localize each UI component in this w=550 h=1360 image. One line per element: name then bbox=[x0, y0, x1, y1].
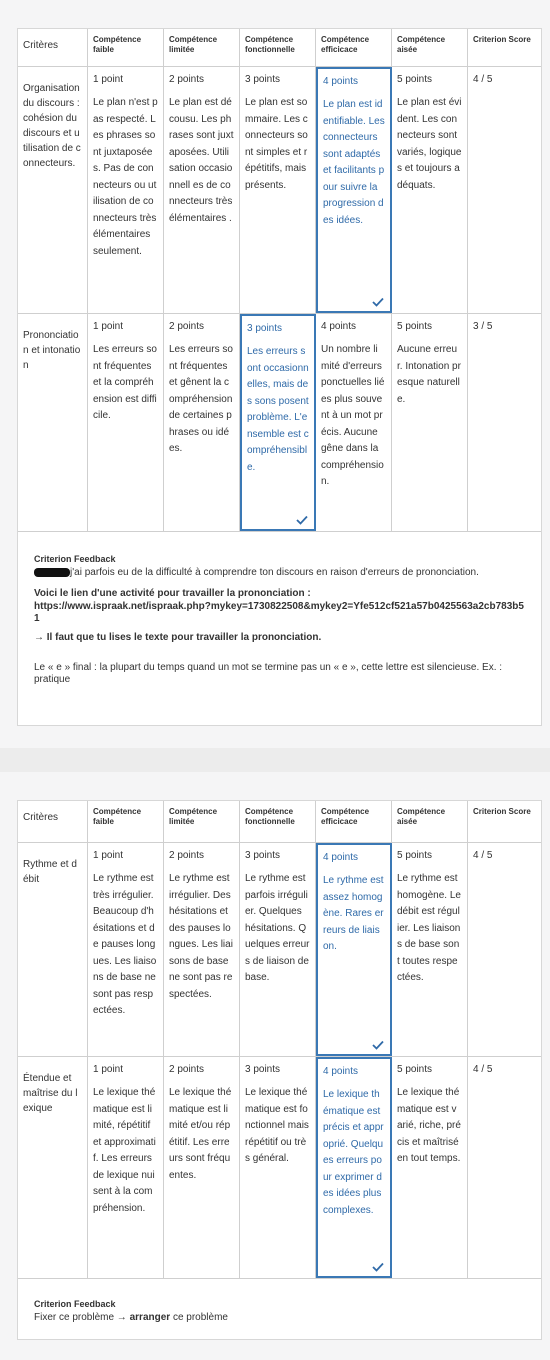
rubric-header bbox=[18, 29, 541, 67]
header-criteria: Critères bbox=[18, 801, 88, 842]
level-points: 3 points bbox=[245, 850, 281, 861]
level-description: Le lexique thématique est limité et/ou répétitif. Les erreurs sont fréquentes. bbox=[169, 1087, 232, 1181]
header-level-3: Compétence fonctionnelle bbox=[240, 29, 316, 66]
level-cell-2[interactable] bbox=[164, 843, 240, 1056]
feedback-post: ce problème bbox=[172, 1312, 228, 1323]
level-points: 2 points bbox=[169, 850, 205, 861]
header-level-5: Compétence aisée bbox=[392, 29, 468, 66]
level-points: 5 points bbox=[397, 321, 433, 332]
rubric-row-rythme bbox=[18, 843, 541, 1057]
criterion-cell bbox=[18, 314, 88, 531]
rubric-row-prononciation bbox=[18, 314, 541, 532]
criterion-score: 4 / 5 bbox=[473, 1064, 493, 1075]
level-points: 2 points bbox=[169, 74, 205, 85]
level-description: Les erreurs sont occasionnelles, mais des sons posent problème. L'ensemble est compréhensible. bbox=[247, 346, 309, 473]
rubric-header bbox=[18, 801, 541, 843]
header-score: Criterion Score bbox=[473, 807, 531, 816]
level-points: 5 points bbox=[397, 74, 433, 85]
feedback-arrow-line: → Il faut que tu lises le texte pour travailler la prononciation. bbox=[34, 631, 322, 643]
feedback-pre: Fixer ce problème → bbox=[34, 1312, 127, 1323]
header-level-1: Compétence faible bbox=[88, 801, 164, 842]
criterion-feedback-1 bbox=[34, 553, 529, 686]
level-points: 3 points bbox=[245, 74, 281, 85]
feedback-title: Criterion Feedback bbox=[34, 1299, 116, 1309]
level-description: Les erreurs sont fréquentes et la compréhension est difficile. bbox=[93, 344, 157, 421]
level-points: 4 points bbox=[321, 321, 357, 332]
level-description: Les erreurs sont fréquentes et gênent la compréhension de certaines phrases ou idées. bbox=[169, 344, 233, 454]
criterion-cell bbox=[18, 67, 88, 313]
criterion-feedback-2 bbox=[34, 1298, 529, 1324]
level-cell-5[interactable] bbox=[392, 1057, 468, 1278]
check-icon bbox=[372, 297, 384, 307]
level-description: Le plan n'est pas respecté. Les phrases sont juxtaposées. Pas de connecteurs ou utilisation de connecteurs très élémentaires seulement. bbox=[93, 97, 158, 257]
level-description: Le lexique thématique est limité, répétitif et approximatif. Les erreurs de lexique nuisent à la compréhension. bbox=[93, 1087, 156, 1214]
feedback-title: Criterion Feedback bbox=[34, 554, 116, 564]
criterion-score-cell bbox=[468, 67, 541, 313]
criterion-score-cell bbox=[468, 314, 541, 531]
rubric-sheet-1 bbox=[17, 28, 542, 726]
level-description: Le plan est décousu. Les phrases sont juxtaposées. Utilisation occasionnell es de connecteurs très élémentaires . bbox=[169, 97, 234, 224]
level-description: Le rythme est parfois irrégulier. Quelques hésitations. Quelques erreurs de liaison de base. bbox=[245, 873, 310, 983]
check-icon bbox=[296, 515, 308, 525]
criterion-score-cell bbox=[468, 843, 541, 1056]
level-cell-2[interactable] bbox=[164, 67, 240, 313]
level-cell-3[interactable] bbox=[240, 1057, 316, 1278]
criterion-name: Rythme et débit bbox=[23, 859, 77, 885]
rubric-row-lexique bbox=[18, 1057, 541, 1279]
level-points: 3 points bbox=[245, 1064, 281, 1075]
level-description: Le plan est sommaire. Les connecteurs sont simples et répétitifs, mais présents. bbox=[245, 97, 308, 191]
level-cell-1[interactable] bbox=[88, 1057, 164, 1278]
level-cell-4-selected[interactable] bbox=[316, 843, 392, 1056]
level-cell-4[interactable] bbox=[316, 314, 392, 531]
level-points: 1 point bbox=[93, 850, 124, 861]
criterion-name: Prononciation et intonation bbox=[23, 330, 81, 371]
level-cell-3-selected[interactable] bbox=[240, 314, 316, 531]
criterion-cell bbox=[18, 843, 88, 1056]
criterion-score: 3 / 5 bbox=[473, 321, 493, 332]
check-icon bbox=[372, 1040, 384, 1050]
level-cell-3[interactable] bbox=[240, 843, 316, 1056]
level-description: Le rythme est assez homogène. Rares erreurs de liaison. bbox=[323, 875, 384, 952]
feedback-link-intro: Voici le lien d'une activité pour travailler la prononciation : bbox=[34, 588, 311, 599]
criterion-score-cell bbox=[468, 1057, 541, 1278]
level-cell-5[interactable] bbox=[392, 314, 468, 531]
header-level-3: Compétence fonctionnelle bbox=[240, 801, 316, 842]
feedback-link-url[interactable]: https://www.ispraak.net/ispraak.php?mykey=1730822508&mykey2=Yfe512cf521a57b0425563a2cb783b51 bbox=[34, 600, 524, 624]
level-description: Le rythme est très irrégulier. Beaucoup d'hésitations et de pauses longues. Les liaisons de base ne sont pas respectées. bbox=[93, 873, 157, 1016]
header-score: Criterion Score bbox=[473, 35, 531, 44]
level-description: Le plan est identifiable. Les connecteurs sont adaptés et facilitants pour suivre la progression des idées. bbox=[323, 99, 385, 226]
level-cell-3[interactable] bbox=[240, 67, 316, 313]
level-description: Aucune erreur. Intonation presque naturelle. bbox=[397, 344, 461, 405]
level-points: 2 points bbox=[169, 321, 205, 332]
rubric-row-organisation bbox=[18, 67, 541, 314]
feedback-final-e: Le « e » final : la plupart du temps quand un mot se termine pas un « e », cette lettre est silencieuse. Ex. : pratique bbox=[34, 662, 503, 685]
level-cell-4-selected[interactable] bbox=[316, 67, 392, 313]
criterion-name: Organisation du discours : cohésion du discours et utilisation de connecteurs. bbox=[23, 83, 81, 169]
level-description: Le rythme est irrégulier. Des hésitations et des pauses longues. Les liaisons de base ne sont pas respectées. bbox=[169, 873, 233, 1000]
level-points: 1 point bbox=[93, 321, 124, 332]
level-description: Le lexique thématique est fonctionnel mais répétitif ou très général. bbox=[245, 1087, 309, 1164]
level-cell-4-selected[interactable] bbox=[316, 1057, 392, 1278]
rubric-sheet-2 bbox=[17, 800, 542, 1340]
level-cell-1[interactable] bbox=[88, 843, 164, 1056]
level-cell-5[interactable] bbox=[392, 67, 468, 313]
level-points: 5 points bbox=[397, 1064, 433, 1075]
header-level-1: Compétence faible bbox=[88, 29, 164, 66]
level-description: Le lexique thématique est varié, riche, précis et maîtrisé en tout temps. bbox=[397, 1087, 461, 1164]
level-points: 4 points bbox=[323, 1066, 359, 1077]
header-criteria: Critères bbox=[18, 29, 88, 66]
level-description: Le plan est évident. Les connecteurs sont variés, logiques et toujours adéquats. bbox=[397, 97, 462, 191]
level-points: 4 points bbox=[323, 76, 359, 87]
redaction-mark bbox=[34, 568, 70, 577]
header-level-4: Compétence efficicace bbox=[316, 29, 392, 66]
level-cell-2[interactable] bbox=[164, 1057, 240, 1278]
level-cell-2[interactable] bbox=[164, 314, 240, 531]
feedback-line-1-text: j'ai parfois eu de la difficulté à comprendre ton discours en raison d'erreurs de prononciation. bbox=[70, 567, 479, 578]
level-cell-1[interactable] bbox=[88, 314, 164, 531]
level-points: 2 points bbox=[169, 1064, 205, 1075]
header-level-5: Compétence aisée bbox=[392, 801, 468, 842]
criterion-score: 4 / 5 bbox=[473, 850, 493, 861]
criterion-name: Étendue et maîtrise du lexique bbox=[23, 1073, 78, 1114]
level-points: 3 points bbox=[247, 323, 283, 334]
level-points: 4 points bbox=[323, 852, 359, 863]
feedback-line bbox=[34, 1312, 529, 1324]
feedback-bold-word: arranger bbox=[129, 1312, 171, 1323]
level-description: Le rythme est homogène. Le débit est régulier. Les liaisons de base sont toutes respectées. bbox=[397, 873, 461, 983]
criterion-cell bbox=[18, 1057, 88, 1278]
level-points: 5 points bbox=[397, 850, 433, 861]
header-level-2: Compétence limitée bbox=[164, 29, 240, 66]
check-icon bbox=[372, 1262, 384, 1272]
level-points: 1 point bbox=[93, 1064, 124, 1075]
header-level-2: Compétence limitée bbox=[164, 801, 240, 842]
feedback-line-1 bbox=[34, 567, 529, 579]
level-description: Un nombre limité d'erreurs ponctuelles liées plus souvent à un mot précis. Aucune gêne dans la compréhension. bbox=[321, 344, 385, 487]
level-cell-1[interactable] bbox=[88, 67, 164, 313]
criterion-score: 4 / 5 bbox=[473, 74, 493, 85]
level-points: 1 point bbox=[93, 74, 124, 85]
header-level-4: Compétence efficicace bbox=[316, 801, 392, 842]
level-cell-5[interactable] bbox=[392, 843, 468, 1056]
level-description: Le lexique thématique est précis et approprié. Quelques erreurs pour exprimer des idées plus complexes. bbox=[323, 1089, 384, 1216]
